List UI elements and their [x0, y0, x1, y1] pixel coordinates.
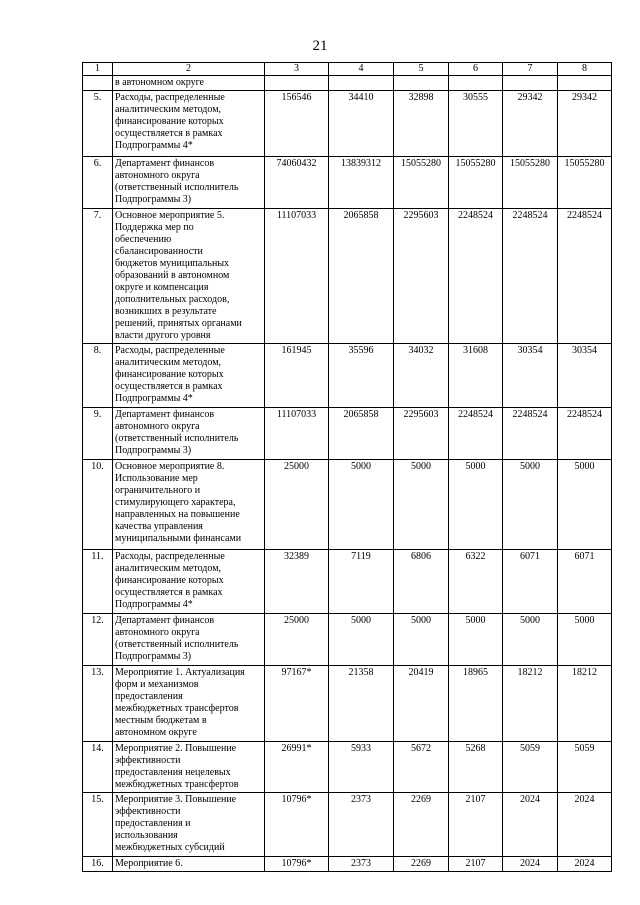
- value-cell: 30555: [449, 91, 503, 157]
- value-cell: [558, 76, 612, 91]
- column-header: 7: [503, 63, 558, 76]
- value-cell: 6071: [503, 550, 558, 614]
- value-cell: 29342: [503, 91, 558, 157]
- value-cell: 5000: [329, 614, 394, 666]
- table-row: [83, 742, 612, 793]
- table-row: [83, 157, 612, 209]
- value-cell: 5000: [449, 460, 503, 550]
- table-row: [83, 857, 612, 872]
- table-row: [83, 209, 612, 344]
- value-cell: 13839312: [329, 157, 394, 209]
- row-number-cell: 6.: [83, 157, 113, 209]
- value-cell: 2024: [558, 857, 612, 872]
- value-cell: 25000: [265, 460, 329, 550]
- row-number-cell: 5.: [83, 91, 113, 157]
- value-cell: 2107: [449, 857, 503, 872]
- value-cell: 2024: [503, 857, 558, 872]
- value-cell: [503, 76, 558, 91]
- value-cell: 26991*: [265, 742, 329, 793]
- row-number-cell: 15.: [83, 793, 113, 857]
- value-cell: 5268: [449, 742, 503, 793]
- column-header: 4: [329, 63, 394, 76]
- value-cell: 15055280: [394, 157, 449, 209]
- value-cell: 5000: [558, 460, 612, 550]
- value-cell: 5000: [558, 614, 612, 666]
- column-header: 2: [113, 63, 265, 76]
- column-header: 6: [449, 63, 503, 76]
- description-cell: Расходы, распределенные аналитическим методом, финансирование которых осуществляется в рамках Подпрограммы 4*: [113, 91, 265, 157]
- row-number-cell: 10.: [83, 460, 113, 550]
- row-number-cell: [83, 76, 113, 91]
- row-number-cell: 13.: [83, 666, 113, 742]
- value-cell: 30354: [503, 344, 558, 408]
- value-cell: 5933: [329, 742, 394, 793]
- value-cell: 34410: [329, 91, 394, 157]
- description-cell: Департамент финансов автономного округа (ответственный исполнитель Подпрограммы 3): [113, 614, 265, 666]
- table-row: [83, 614, 612, 666]
- value-cell: 11107033: [265, 209, 329, 344]
- value-cell: 29342: [558, 91, 612, 157]
- table-row: [83, 550, 612, 614]
- value-cell: 30354: [558, 344, 612, 408]
- continuation-row: [83, 76, 612, 91]
- value-cell: 32389: [265, 550, 329, 614]
- value-cell: 2373: [329, 857, 394, 872]
- row-number-cell: 16.: [83, 857, 113, 872]
- value-cell: 5059: [503, 742, 558, 793]
- value-cell: 5000: [503, 614, 558, 666]
- value-cell: 2248524: [503, 209, 558, 344]
- value-cell: 5000: [503, 460, 558, 550]
- value-cell: 5000: [394, 614, 449, 666]
- description-cell: Департамент финансов автономного округа (ответственный исполнитель Подпрограммы 3): [113, 408, 265, 460]
- row-number-cell: 11.: [83, 550, 113, 614]
- description-cell: Мероприятие 1. Актуализация форм и механизмов предоставления межбюджетных трансфертов местным бюджетам в автономном округе: [113, 666, 265, 742]
- row-number-cell: 9.: [83, 408, 113, 460]
- value-cell: 2024: [503, 793, 558, 857]
- value-cell: 97167*: [265, 666, 329, 742]
- description-cell: Основное мероприятие 5. Поддержка мер по обеспечению сбалансированности бюджетов муниципальных образований в автономном округе и компенсация дополнительных расходов, возникших в результате решений, принятых органами власти другого уровня: [113, 209, 265, 344]
- value-cell: 15055280: [558, 157, 612, 209]
- value-cell: 2373: [329, 793, 394, 857]
- description-cell: Мероприятие 2. Повышение эффективности предоставления нецелевых межбюджетных трансфертов: [113, 742, 265, 793]
- description-cell: Расходы, распределенные аналитическим методом, финансирование которых осуществляется в рамках Подпрограммы 4*: [113, 550, 265, 614]
- table-row: [83, 666, 612, 742]
- row-number-cell: 12.: [83, 614, 113, 666]
- table-row: [83, 91, 612, 157]
- column-number-row: [83, 63, 612, 76]
- value-cell: 2248524: [558, 209, 612, 344]
- value-cell: [329, 76, 394, 91]
- value-cell: 20419: [394, 666, 449, 742]
- value-cell: 15055280: [449, 157, 503, 209]
- value-cell: 5059: [558, 742, 612, 793]
- column-header: 5: [394, 63, 449, 76]
- value-cell: 2248524: [558, 408, 612, 460]
- value-cell: 5672: [394, 742, 449, 793]
- value-cell: 2248524: [449, 209, 503, 344]
- description-cell: Основное мероприятие 8. Использование мер ограничительного и стимулирующего характера, направленных на повышение качества управления муниципальными финансами: [113, 460, 265, 550]
- value-cell: 5000: [394, 460, 449, 550]
- budget-table: [82, 62, 612, 872]
- value-cell: 2269: [394, 793, 449, 857]
- value-cell: 2295603: [394, 408, 449, 460]
- value-cell: 25000: [265, 614, 329, 666]
- row-number-cell: 8.: [83, 344, 113, 408]
- table-row: [83, 793, 612, 857]
- description-cell: Расходы, распределенные аналитическим методом, финансирование которых осуществляется в рамках Подпрограммы 4*: [113, 344, 265, 408]
- value-cell: 21358: [329, 666, 394, 742]
- value-cell: [394, 76, 449, 91]
- table-row: [83, 344, 612, 408]
- value-cell: 2269: [394, 857, 449, 872]
- column-header: 8: [558, 63, 612, 76]
- value-cell: [265, 76, 329, 91]
- value-cell: 156546: [265, 91, 329, 157]
- row-number-cell: 7.: [83, 209, 113, 344]
- value-cell: 31608: [449, 344, 503, 408]
- column-header: 3: [265, 63, 329, 76]
- value-cell: 2065858: [329, 408, 394, 460]
- value-cell: 2024: [558, 793, 612, 857]
- description-cell: Мероприятие 3. Повышение эффективности предоставления и использования межбюджетных субсидий: [113, 793, 265, 857]
- value-cell: 161945: [265, 344, 329, 408]
- value-cell: 74060432: [265, 157, 329, 209]
- value-cell: 34032: [394, 344, 449, 408]
- value-cell: 15055280: [503, 157, 558, 209]
- value-cell: 2295603: [394, 209, 449, 344]
- table-row: [83, 408, 612, 460]
- value-cell: 6322: [449, 550, 503, 614]
- value-cell: 6806: [394, 550, 449, 614]
- description-cell: Мероприятие 6.: [113, 857, 265, 872]
- description-cell: Департамент финансов автономного округа (ответственный исполнитель Подпрограммы 3): [113, 157, 265, 209]
- value-cell: 32898: [394, 91, 449, 157]
- value-cell: 6071: [558, 550, 612, 614]
- value-cell: 2248524: [503, 408, 558, 460]
- column-header: 1: [83, 63, 113, 76]
- value-cell: 2065858: [329, 209, 394, 344]
- value-cell: 11107033: [265, 408, 329, 460]
- row-number-cell: 14.: [83, 742, 113, 793]
- value-cell: 2107: [449, 793, 503, 857]
- value-cell: 10796*: [265, 857, 329, 872]
- value-cell: 18965: [449, 666, 503, 742]
- value-cell: 5000: [449, 614, 503, 666]
- page-number: 21: [312, 38, 328, 54]
- value-cell: 2248524: [449, 408, 503, 460]
- table-row: [83, 460, 612, 550]
- value-cell: 18212: [503, 666, 558, 742]
- value-cell: 5000: [329, 460, 394, 550]
- value-cell: 7119: [329, 550, 394, 614]
- value-cell: [449, 76, 503, 91]
- value-cell: 35596: [329, 344, 394, 408]
- value-cell: 18212: [558, 666, 612, 742]
- description-cell: в автономном округе: [113, 76, 265, 91]
- value-cell: 10796*: [265, 793, 329, 857]
